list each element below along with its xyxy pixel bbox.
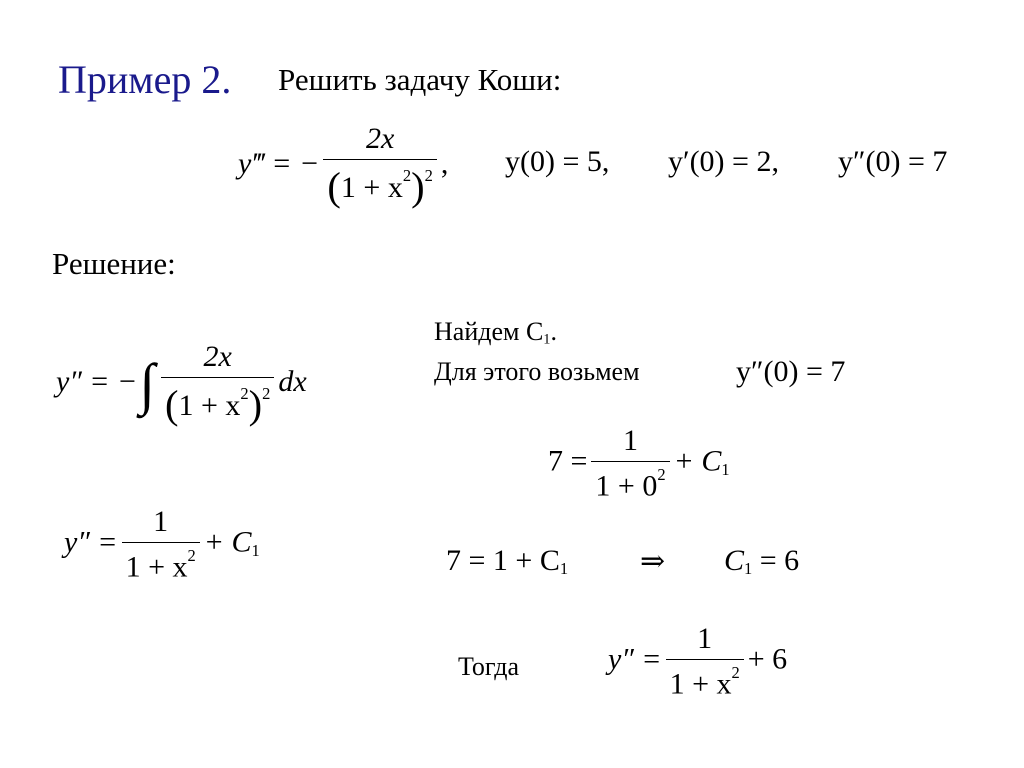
example-label: Пример 2. xyxy=(58,57,232,102)
integral-fraction: $\frac{2x}{(1 + x^2)^2}$ xyxy=(161,340,274,428)
integral-sign: ∫ xyxy=(139,353,155,417)
initial-condition-2: y′(0) = 2, xyxy=(668,145,779,178)
substitution-fraction: $\frac{1}{1 + 0^2}$ xyxy=(591,424,669,504)
second-derivative-equation: y″ = $\frac{1}{1 + x^2}$ + $C_1$ xyxy=(64,505,260,584)
differential: dx xyxy=(278,364,307,398)
take-condition-text: Для этого возьмем xyxy=(434,357,640,386)
constant-value: $C_1 = 6$ xyxy=(724,544,800,579)
simplified-equation: $7 = 1 + C_1$ xyxy=(446,544,569,579)
problem-numerator: 2x xyxy=(365,122,395,155)
task-title: Решить задачу Коши: xyxy=(278,62,562,97)
take-condition-equation: y″(0) = 7 xyxy=(736,355,846,388)
implies-arrow: ⇒ xyxy=(640,545,666,578)
problem-equation xyxy=(238,122,448,210)
problem-fraction xyxy=(323,122,436,210)
final-equation: y″ = $\frac{1}{1 + x^2}$ + 6 xyxy=(608,622,788,701)
find-constant-text: Найдем $C_1$. xyxy=(434,317,557,348)
initial-condition-1: y(0) = 5, xyxy=(505,145,610,178)
final-fraction: $\frac{1}{1 + x^2}$ xyxy=(666,622,744,702)
substitution-equation: 7 = $\frac{1}{1 + 0^2}$ + $C_1$ xyxy=(548,424,730,503)
initial-condition-3: y″(0) = 7 xyxy=(838,145,948,178)
problem-lhs: y‴ = − xyxy=(238,146,320,180)
solution-heading: Решение: xyxy=(52,246,176,281)
second-derivative-fraction: $\frac{1}{1 + x^2}$ xyxy=(122,505,200,585)
integral-equation: y″ = −∫ $\frac{2x}{(1 + x^2)^2}$ dx xyxy=(56,340,307,427)
problem-denominator: $(1 + x^2)^2$ xyxy=(323,159,436,210)
then-text: Тогда xyxy=(458,652,520,681)
problem-comma: , xyxy=(440,146,449,180)
